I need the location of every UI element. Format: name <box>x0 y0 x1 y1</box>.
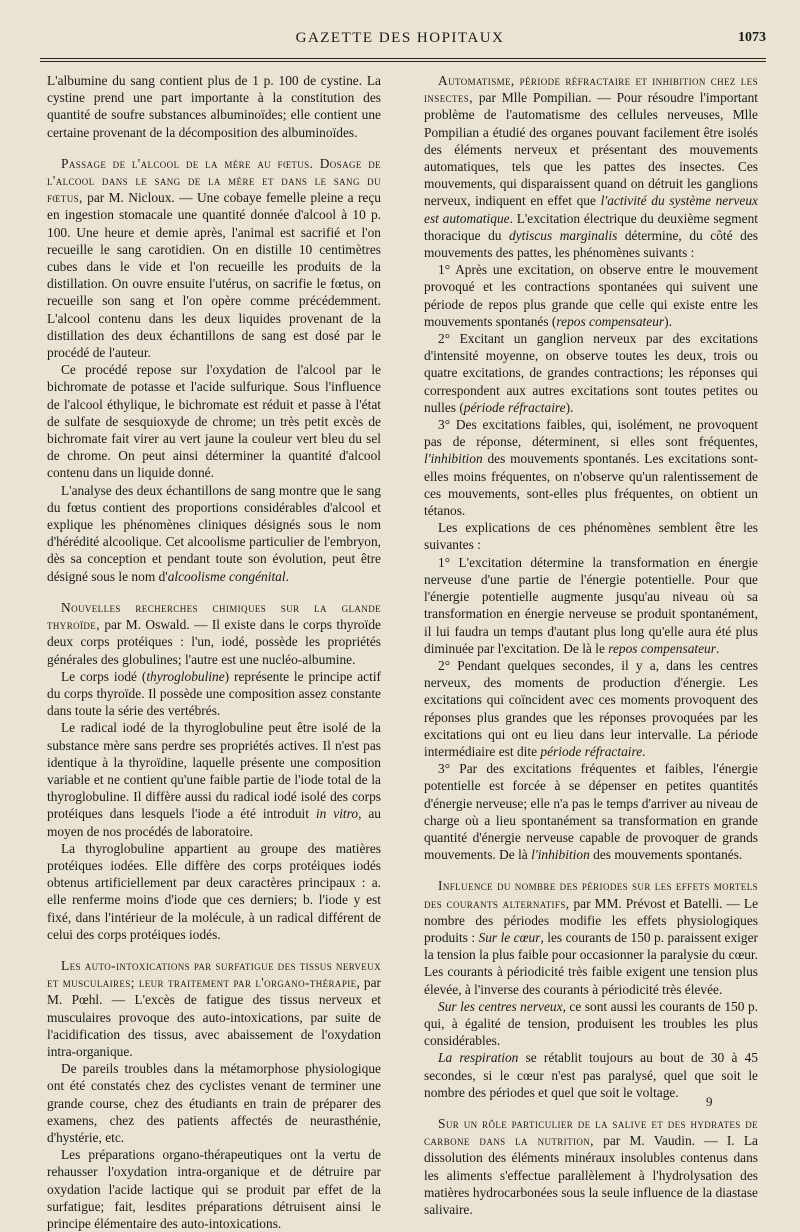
header-rule-top <box>40 58 766 59</box>
paragraph-cont: . <box>715 640 720 656</box>
paragraph-cont: ). <box>565 399 574 415</box>
emphasis: Sur les centres nerveux <box>438 998 563 1014</box>
article-heading: Influence du nombre des périodes sur les effets mortels des courants alternatifs, <box>424 878 758 911</box>
article-courants-alternatifs <box>424 877 758 1101</box>
article-heading: Sur un rôle particulier de la salive et des hydrates de carbone dans la nutrition, <box>424 1115 758 1149</box>
paragraph-cont: ). <box>664 313 672 329</box>
journal-title: GAZETTE DES HOPITAUX <box>295 30 505 46</box>
article-cystine-end <box>47 72 381 141</box>
article-byline: par M. Vaudin. — <box>593 1133 727 1149</box>
paragraph: La thyroglobuline appartient au groupe des matières protéiques iodées. Elle diffère des corps protéiques iodés obtenus artificiellement par deux caractères principaux : a. elle renferme moins d'iode que ces derniers; b. l'iode y est fixé, dans l'intérieur de la molécule, à un radical différent de celui des corps protéiques iodés. <box>47 840 381 942</box>
article-alcool-foetus <box>47 155 381 585</box>
article-heading: Les auto-intoxications par surfatigue des tissus nerveux et musculaires; leur traitement par l'organo-thérapie, <box>47 957 381 991</box>
paragraph: Le corps iodé ( <box>61 668 147 684</box>
paragraph-cont: . L'excitation électrique du deuxième segment thoracique du <box>424 210 759 243</box>
paragraph-cont: se rétablit toujours au bout de 30 à 45 secondes, si le cœur n'est pas paralysé, quel que soit le nombre des périodes et quel que soit le voltage. <box>424 1050 758 1100</box>
article-automatisme-insectes <box>424 72 758 863</box>
paragraph-cont: , au moyen de nos procédés de laboratoire. <box>47 806 381 839</box>
paragraph: I. La dissolution des éléments minéraux insolubles contenus dans les aliments s'effectue parallèlement à l'hydrolysation des matières hydrocarbonées sous la seule influence de la diastase salivaire. <box>424 1133 758 1217</box>
page-number: 1073 <box>738 30 766 45</box>
article-byline: par M. Oswald. — <box>99 617 212 633</box>
left-column <box>47 72 381 1232</box>
paragraph: 2° Excitant un ganglion nerveux par des excitations d'intensité moyenne, on observe toutes les deux, trois ou quatre excitations, de grandes contractions; les réponses qui correspondent aux autres excitations sont toutes petites ou nulles ( <box>424 331 758 415</box>
paragraph-cont: des mouvements spontanés. <box>589 847 743 863</box>
paragraph: Les explications de ces phénomènes semblent être les suivantes : <box>424 520 758 553</box>
article-byline: par MM. Prévost et Batelli. — <box>569 895 744 911</box>
emphasis: La respiration <box>438 1050 519 1066</box>
paragraph: Le nombre des périodes modifie les effets physiologiques produits : <box>424 895 759 945</box>
emphasis: alcoolisme congénital <box>167 568 286 584</box>
paragraph-cont: détermine, du côté des mouvements des pattes, les phénomènes suivants : <box>424 227 758 261</box>
article-heading: Passage de l'alcool de la mère au fœtus. Dosage de l'alcool dans le sang de la mère et dans le sang du fœtus, <box>47 155 381 206</box>
header-rule-bottom <box>40 61 766 62</box>
paragraph: Le radical iodé de la thyroglobuline peut être isolé de la substance mère sans perdre ses propriétés actives. Il n'est pas identique à la thyroïdine, laquelle présente une composition variable et ne contient qu'une faible partie de l'iode total de la thyroglobuline. Il diffère aussi du radical iodé isolé des corps protéiques dans lesquels l'iode a été introduit <box>47 720 381 822</box>
emphasis: repos compensateur <box>608 640 716 656</box>
paragraph-cont: , les courants de 150 p. paraissent exiger la tension la plus faible pour occasionner la paralysie du cœur. Les courants à périodicité très faible exigent une tension plus élevée, à l'inverse des courants à périodicité très élevée. <box>424 929 758 997</box>
emphasis: thyroglobuline <box>146 668 225 684</box>
paragraph: Une cobaye femelle pleine a reçu en ingestion stomacale une quantité donnée d'alcool à 10 p. 100. Une heure et demie après, l'animal est sacrifié et l'on recueille le sang carotidien. On en distille 10 centimètres cubes dans le vide et l'on recueille les produits de la distillation. On ouvre ensuite l'utérus, on sacrifie le fœtus, on recueille son sang et l'on opère comme précédemment. L'alcool contenu dans les deux liquides provenant de la distillation des deux échantillons de sang est dosé par le procédé de l'auteur. <box>47 190 381 361</box>
paragraph: Ce procédé repose sur l'oxydation de l'alcool par le bichromate de potasse et l'acide sulfurique. Sous l'influence de l'alcool éthylique, le bichromate est réduit et passe à l'état de sulfate de sesquioxyde de chrome; un très petit excès de bichromate fait virer au vert jaune la couleur vert bleu du sel de chrome. On peut ainsi déterminer la quantité d'alcool contenu dans un liquide donné. <box>47 362 381 481</box>
emphasis: période réfractaire <box>463 399 566 415</box>
paragraph-cont: . <box>642 743 646 759</box>
article-byline: par M. Pœhl. — <box>47 975 381 1008</box>
article-glande-thyroide <box>47 599 381 943</box>
emphasis: repos compensateur <box>556 313 665 329</box>
article-auto-intoxications <box>47 957 381 1232</box>
paragraph-cont: , ce sont aussi les courants de 150 p. qui, à égalité de tension, produisent les troubles les plus considérables. <box>424 998 758 1049</box>
paragraph: Pour résoudre l'important problème de l'automatisme des cellules nerveuses, Mlle Pompilian a étudié des organes pouvant facilement être isolés des éléments nerveux et présentant des mouvements automatiques, tels que les pattes des insectes. Ces mouvements, qui disparaissent quand on détruit les ganglions nerveux, indiquent en effet que <box>424 90 758 209</box>
emphasis: l'inhibition <box>424 451 483 467</box>
emphasis: l'activité du système nerveux est automatique <box>424 193 758 226</box>
emphasis: Sur le cœur <box>478 929 541 945</box>
paragraph: De pareils troubles dans la métamorphose physiologique ont été constatés chez des cyclistes venant de terminer une grande course, chez des étudiants en train de préparer des examens, chez des patients affectés de neurasthénie, d'hystérie, etc. <box>47 1061 381 1145</box>
emphasis: l'inhibition <box>531 847 590 863</box>
article-byline: par Mlle Pompilian. — <box>472 90 617 106</box>
paragraph: 3° Par des excitations fréquentes et faibles, l'énergie potentielle est forcée à se dépenser en petites quantités d'énergie nerveuse; elle n'a pas le temps d'arriver au niveau de charge où a lieu spontanément sa transformation en grande quantité d'énergie nerveuse capable de provoquer de grands mouvements. De là <box>424 761 758 863</box>
paragraph: L'albumine du sang contient plus de 1 p. 100 de cystine. La cystine prend une part importante à la constitution des quantité de soufre substances albuminoïdes; elle contient une certaine provenant de la décomposition des albuminoïdes. <box>47 73 381 140</box>
paragraph: L'analyse des deux échantillons de sang montre que le sang du fœtus contient des proportions considérables d'alcool et explique les phénomènes cliniques désignés sous le nom d'hérédité alcoolique. Cet alcoolisme particulier de l'embryon, dès sa conception et pendant toute son évolution, peut être désigné sous le nom d' <box>47 482 381 584</box>
signature-mark: 9 <box>706 1094 713 1109</box>
emphasis: dytiscus marginalis <box>509 227 618 243</box>
emphasis: période réfractaire <box>540 743 643 759</box>
right-column <box>424 72 758 1218</box>
running-head <box>0 30 800 50</box>
paragraph: 1° L'excitation détermine la transformation en énergie nerveuse d'une partie de l'énergie potentielle. Pour que l'énergie potentielle augmente jusqu'au niveau où sa transformation en énergie nerveuse se produit spontanément, il lui faudra un temps d'autant plus long qu'elle aura été plus diminuée par l'excitation. De là le <box>424 554 758 656</box>
paragraph: Il existe dans le corps thyroïde deux corps protéiques : l'un, iodé, possède les propriétés générales des globulines; l'autre est une nucléo-albumine. <box>47 617 381 667</box>
punctuation: . <box>285 568 289 584</box>
paragraph: L'excès de fatigue des tissus nerveux et musculaires provoque des auto-intoxications, par suite de l'acidification des tissus, avec abaissement de l'oxydation intra-organique. <box>47 992 381 1059</box>
article-heading: Nouvelles recherches chimiques sur la glande thyroïde, <box>47 599 381 633</box>
article-byline: par M. Nicloux. — <box>82 190 197 206</box>
paragraph-cont: des mouvements spontanés. Les excitations sont-elles moins fréquentes, on n'observe qu'un ralentissement de ces mouvements, sont-elles plus fréquentes, on obtient un tétanos. <box>424 451 758 519</box>
paragraph: 2° Pendant quelques secondes, il y a, dans les centres nerveux, des moments de production d'énergie. Les excitations qui coïncident avec ces moments provoquent des réponses plus grandes que les réponses provoquées par les excitations qui ont eu lieu dans leur intervalle. La période intermédiaire est dite <box>424 657 758 759</box>
paragraph: 1° Après une excitation, on observe entre le mouvement provoqué et les contractions spontanées qui suivent une période de repos plus grande que celle qui existe entre les mouvements spontanés ( <box>424 262 758 329</box>
paragraph: 3° Des excitations faibles, qui, isolément, ne provoquent pas de réponse, déterminent, si elles sont fréquentes, <box>424 417 758 450</box>
emphasis: in vitro <box>315 806 359 822</box>
paragraph: Les préparations organo-thérapeutiques ont la vertu de rehausser l'oxydation intra-organique et de détruire par oxydation l'acide lactique qui se produit par effet de la surfatigue; fait, lesdites préparations détruisent ainsi le principe élémentaire des auto-intoxications. <box>47 1147 381 1231</box>
article-salive-nutrition <box>424 1115 758 1218</box>
paragraph-cont: ) représente le principe actif du corps thyroïde. Il possède une composition assez constante dans toute la série des vertébrés. <box>47 668 382 719</box>
article-heading: Automatisme, période réfractaire et inhibition chez les insectes, <box>424 73 758 106</box>
